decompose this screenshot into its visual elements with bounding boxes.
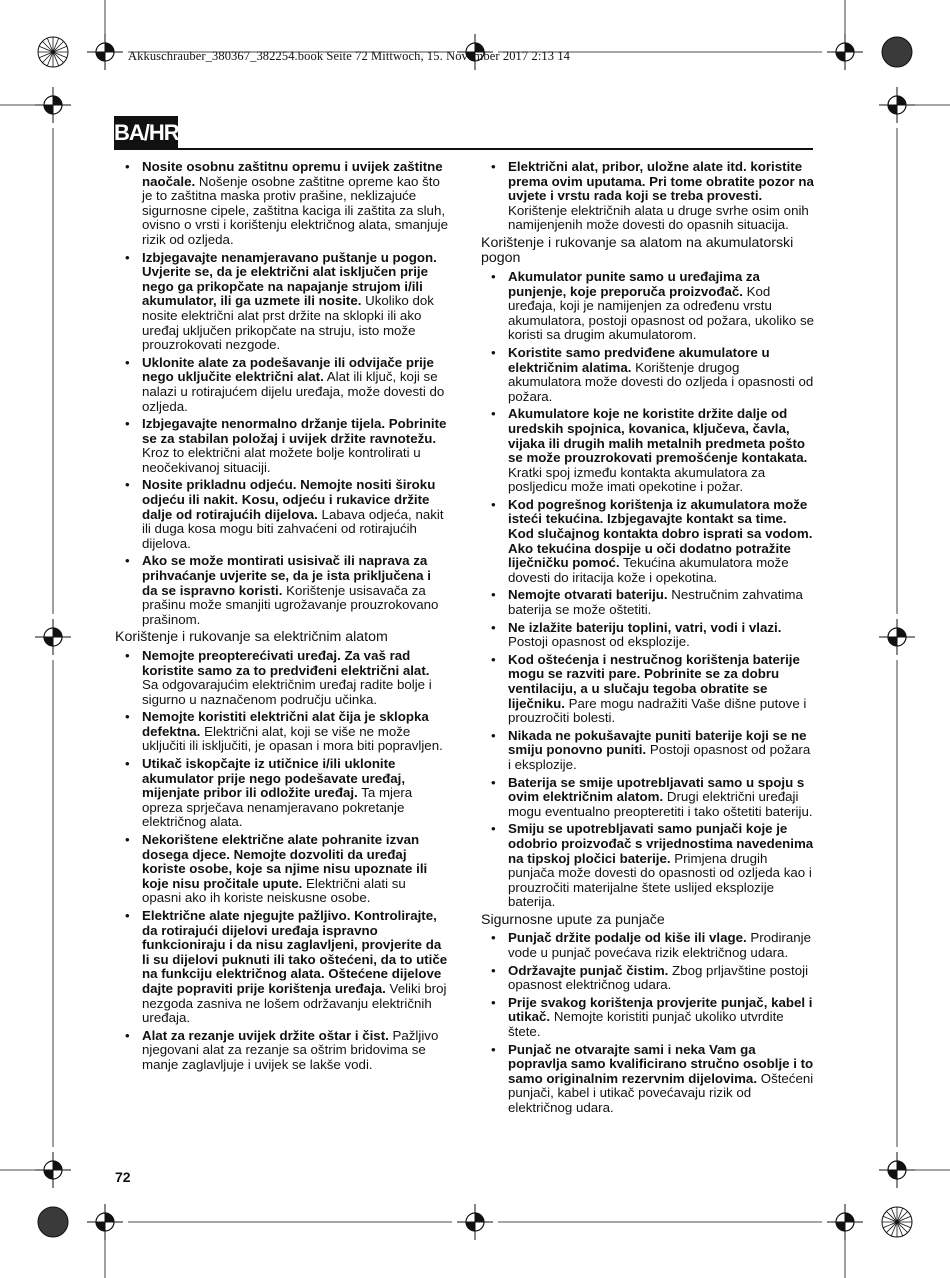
list-item: • Punjač držite podalje od kiše ili vlage. Prodiranje vode u punjač povećava rizik električnog udara. [481, 931, 814, 960]
right-column [481, 160, 814, 1119]
list-item: • Nosite osobnu zaštitnu opremu i uvijek zaštitne naočale. Nošenje osobne zaštitne opreme kao što je to zaštitna maska protiv prašine, neklizajuće sigurnosne cipele, zaštitna kaciga ili zaštita za sluh, ovisno o vrsti i korištenju električnog alata, smanjuje rizik od ozljeda. [115, 160, 448, 248]
section-heading: Sigurnosne upute za punjače [481, 911, 665, 928]
list-item: • Akumulatore koje ne koristite držite dalje od uredskih spojnica, kovanica, ključeva, čavla, vijaka ili drugih malih metalnih predmeta pošto se može prouzrokovati premošćenje kontakata. Kratki spoj između kontakta akumulatora za posljedicu može imati opekotine i požar. [481, 407, 814, 495]
print-slug: Akkuschrauber_380367_382254.book Seite 72 Mittwoch, 15. November 2017 2:13 14 [128, 49, 571, 63]
safety-list [115, 160, 448, 627]
section-heading: Korištenje i rukovanje sa električnim alatom [115, 629, 388, 646]
safety-list-continued [481, 160, 814, 233]
list-item: • Baterija se smije upotrebljavati samo u spoju s ovim električnim alatom. Drugi električni uređaji mogu eventualno preopteretiti i tako oštetiti bateriju. [481, 776, 814, 820]
list-item: • Koristite samo predviđene akumulatore u električnim alatima. Korištenje drugog akumulatora može dovesti do ozljeda i opasnosti od požara. [481, 346, 814, 404]
list-item: • Nemojte otvarati bateriju. Nestručnim zahvatima baterija se može oštetiti. [481, 588, 814, 617]
list-item: • Nemojte koristiti električni alat čija je sklopka defektna. Električni alat, koji se više ne može uključiti ili isključiti, je opasan i mora biti popravljen. [115, 710, 448, 754]
list-item: • Akumulator punite samo u uređajima za punjenje, koje preporuča proizvođač. Kod uređaja, koji je namijenjen za određenu vrstu akumulatora, postoji opasnost od požara, ukoliko se koristi sa drugim akumulatorom. [481, 270, 814, 343]
list-item: • Smiju se upotrebljavati samo punjači koje je odobrio proizvođač s vrijednostima navedenima na tipskoj pločici baterije. Primjena drugih punjača može dovesti do opasnosti od ozljeda kao i prouzročiti materijalne štete uslijed eksplozije baterija. [481, 822, 814, 910]
list-item: • Električne alate njegujte pažljivo. Kontrolirajte, da rotirajući dijelovi uređaja ispravno funkcioniraju i da nisu zaglavljeni, provjerite da li su dijelovi puknuti ili tako oštećeni, da to utiče na funkciju električnog alata. Oštećene dijelove dajte popraviti prije korištenja uređaja. Veliki broj nezgoda zasniva ne lošem održavanju električnih uređaja. [115, 909, 448, 1026]
page-number: 72 [115, 1169, 131, 1185]
list-item: • Nemojte preopterećivati uređaj. Za vaš rad koristite samo za to predviđeni električni alat. Sa odgovarajućim električnim uređaj radite bolje i sigurno u naznačenom području učinka. [115, 649, 448, 707]
list-item: • Održavajte punjač čistim. Zbog prljavštine postoji opasnost električnog udara. [481, 964, 814, 993]
list-item: • Ne izlažite bateriju toplini, vatri, vodi i vlazi. Postoji opasnost od eksplozije. [481, 621, 814, 650]
list-item: • Utikač iskopčajte iz utičnice i/ili uklonite akumulator prije nego podešavate uređaj, mijenjate pribor ili odložite uređaj. Ta mjera opreza sprječava nenamjeravano pokretanje električnog alata. [115, 757, 448, 830]
list-item: • Ako se može montirati usisivač ili naprava za prihvaćanje uvjerite se, da je ista priključena i da se ispravno koristi. Korištenje usisavača za prašinu može smanjiti ugrožavanje prouzrokovano prašinom. [115, 554, 448, 627]
list-item: • Punjač ne otvarajte sami i neka Vam ga popravlja samo kvalificirano stručno osoblje i to samo originalnim rezervnim dijelovima. Oštećeni punjači, kabel i utikač povećavaju rizik od električnog udara. [481, 1043, 814, 1116]
charger-list [481, 931, 814, 1115]
list-item: • Nikada ne pokušavajte puniti baterije koji se ne smiju ponovno puniti. Postoji opasnost od požara i eksplozije. [481, 729, 814, 773]
section-heading: Korištenje i rukovanje sa alatom na akumulatorski pogon [481, 234, 794, 267]
list-item: • Izbjegavajte nenormalno držanje tijela. Pobrinite se za stabilan položaj i uvijek držite ravnotežu. Kroz to električni alat možete bolje kontrolirati u neočekivanoj situaciji. [115, 417, 448, 475]
header-rule [178, 148, 813, 150]
list-item: • Kod oštećenja i nestručnog korištenja baterije mogu se razviti pare. Pobrinite se za dobru ventilaciju, a u slučaju tegoba obratite se liječniku. Pare mogu nadražiti Vaše dišne putove i prouzročiti bolesti. [481, 653, 814, 726]
list-item: • Nekorištene električne alate pohranite izvan dosega djece. Nemojte dozvoliti da uređaj koriste osobe, koje sa njime nisu upoznate ili koje nisu pročitale upute. Električni alati su opasni ako ih koriste neiskusne osobe. [115, 833, 448, 906]
list-item: • Izbjegavajte nenamjeravano puštanje u pogon. Uvjerite se, da je električni alat isključen prije nego ga prikopčate na napajanje strujom i/ili akumulator, ili ga uzmete ili nosite. Ukoliko dok nosite električni alat prst držite na sklopki ili ako uređaj uključen prikopčate na struju, isto može prouzrokovati nezgode. [115, 251, 448, 353]
list-item: • Kod pogrešnog korištenja iz akumulatora može isteći tekućina. Izbjegavajte kontakt sa time. Kod slučajnog kontakta dobro isprati sa vodom. Ako tekućina dospije u oči dodatno potražite liječničku pomoć. Tekućina akumulatora može dovesti do iritacija kože i opekotina. [481, 498, 814, 586]
language-badge: BA/HR [114, 116, 178, 150]
list-item: • Alat za rezanje uvijek držite oštar i čist. Pažljivo njegovani alat za rezanje sa oštrim bridovima se manje zaglavljuje i uvijek se lakše vodi. [115, 1029, 448, 1073]
list-item: • Električni alat, pribor, uložne alate itd. koristite prema ovim uputama. Pri tome obratite pozor na uvjete i vrstu rada koji se treba provesti. Korištenje električnih alata u druge svrhe osim onih namijenjenih može dovesti do opasnih situacija. [481, 160, 814, 233]
list-item: • Prije svakog korištenja provjerite punjač, kabel i utikač. Nemojte koristiti punjač ukoliko utvrdite štete. [481, 996, 814, 1040]
tool-usage-list [115, 649, 448, 1073]
left-column [115, 160, 448, 1076]
battery-list [481, 270, 814, 910]
list-item: • Nosite prikladnu odjeću. Nemojte nositi široku odjeću ili nakit. Kosu, odjeću i rukavice držite dalje od rotirajućih dijelova. Labava odjeća, nakit ili duga kosa mogu biti zahvaćeni od rotirajućih dijelova. [115, 478, 448, 551]
list-item: • Uklonite alate za podešavanje ili odvijače prije nego uključite električni alat. Alat ili ključ, koji se nalazi u rotirajućem dijelu uređaja, može dovesti do ozljeda. [115, 356, 448, 414]
